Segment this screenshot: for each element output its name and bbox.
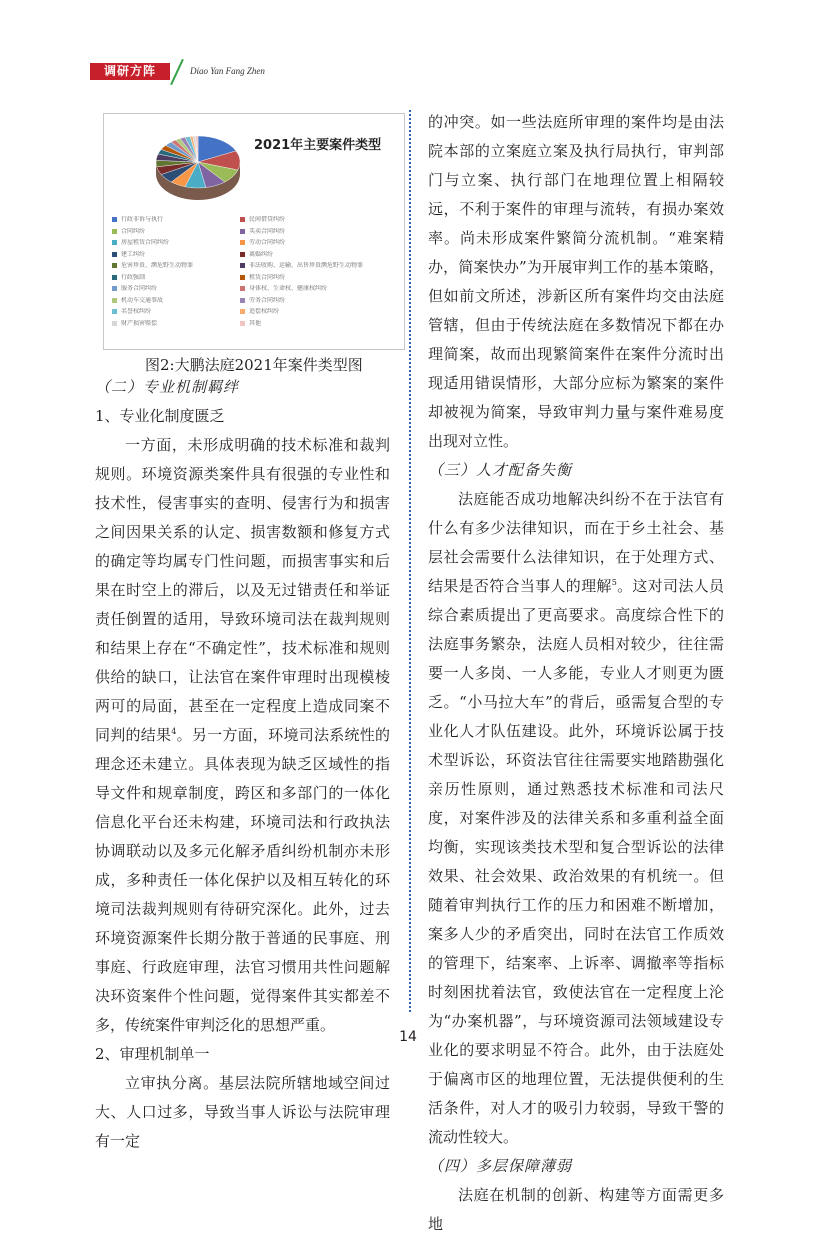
right-column [428,108,724,1239]
paragraph [95,431,390,1040]
figure-chart [103,113,405,350]
section-badge: 调研方阵 [90,63,170,80]
paragraph: 的冲突。如一些法庭所审理的案件均是由法院本部的立案庭立案及执行局执行，审判部门与立案、执行部门在地理位置上相隔较远，不利于案件的审理与流转，有损办案效率。尚未形成案件繁简分流机制。“难案精办，简案快办”为开展审判工作的基本策略，但如前文所述，涉新区所有案件均交由法庭管辖，但由于传统法庭在多数情况下都在办理简案，故而出现繁简案件在案件分流时出现适用错误情形，大部分应标为繁案的案件却被视为简案，导致审判力量与案件难易度出现对立性。 [428,113,724,450]
legend-label: 合同纠纷 [121,227,146,235]
paragraph-text: 。这对司法人员综合素质提出了更高要求。高度综合性下的法庭事务繁杂，法庭人员相对较少，往往需要一人多岗、一人多能，专业人才则更为匮乏。“小马拉大车”的背后，亟需复合型的专业化人才队伍建设。此外，环境诉讼属于技术型诉讼，环资法官往往需要实地踏勘强化亲历性原则，通过熟悉技术标准和司法尺度，对案件涉及的法律关系和多重利益全面均衡，实现该类技术型和复合型诉讼的法律效果、社会效果、政治效果的有机统一。但随着审判执行工作的压力和困难不断增加，案多人少的矛盾突出，同时在法官工作质效的管理下，结案率、上诉率、调撤率等指标时刻困扰着法官，致使法官在一定程度上沦为“办案机器”，与环境资源司法领域建设专业化的要求明显不符合。此外，由于法庭处于偏离市区的地理位置，无法提供便利的生活条件，对人才的吸引力较弱，导致干警的流动性较大。 [428,577,724,1146]
paragraph-text: 法庭能否成功地解决纠纷不在于法官有什么有多少法律知识，而在于乡土社会、基层社会需要什么法律知识，在于处理方式、结果是否符合当事人的理解 [428,490,724,595]
legend-swatch [240,263,245,268]
legend-swatch [240,321,245,326]
figure-caption: 图2:大鹏法庭2021年案件类型图 [145,356,363,374]
legend-label: 非法收购、运输、出售珍贵濒危野生动物罪 [249,262,364,269]
legend-label: 建工纠纷 [121,250,146,258]
legend-swatch [112,286,117,291]
legend-label: 身体权、生命权、健康权纠纷 [249,285,328,292]
legend-label: 劳动合同纠纷 [249,239,286,246]
figure-title: 2021年主要案件类型 [254,138,382,153]
legend-label: 房屋租赁合同纠纷 [121,239,170,246]
legend-item [240,216,378,224]
legend-label: 民间借贷纠纷 [249,216,286,223]
legend-item [112,285,250,293]
legend-swatch [112,217,117,222]
legend-swatch [112,252,117,257]
legend-swatch [112,298,117,303]
legend-label: 追偿权纠纷 [249,308,280,315]
legend-swatch [112,309,117,314]
legend-swatch [112,229,117,234]
legend-label: 买卖合同纠纷 [249,227,286,235]
column-divider [409,110,411,1012]
subsection-heading: 2、审理机制单一 [95,1045,210,1063]
paragraph-text: 一方面，未形成明确的技术标准和裁判规则。环境资源类案件具有很强的专业性和技术性，侵害事实的查明、侵害行为和损害之间因果关系的认定、损害数额和修复方式的确定等均属专门性问题，而损害事实和后果在时空上的滞后，以及无过错责任和举证责任倒置的适用，导致环境司法在裁判规则和结果上存在“不确定性”，技术标准和规则供给的缺口，让法官在案件审理时出现模棱两可的局面，甚至在一定程度上造成同案不同判的结果 [95,436,390,744]
legend-swatch [240,240,245,245]
legend-swatch [112,240,117,245]
paragraph: 立审执分离。基层法院所辖地域空间过大、人口过多，导致当事人诉讼与法院审理有一定 [95,1074,390,1150]
legend-label: 租赁合同纠纷 [249,273,286,281]
legend-label: 劳务合同纠纷 [249,296,286,304]
legend-label: 财产损害赔偿 [121,319,158,327]
legend-item [112,262,250,270]
footnote-marker: 4 [171,727,177,736]
legend-item [240,285,378,293]
legend-label: 机动车交通事故 [121,296,164,304]
legend-item [112,308,250,316]
legend-item [240,228,378,236]
legend-item [112,251,250,259]
legend-swatch [240,229,245,234]
legend-swatch [240,309,245,314]
legend-label: 行政非诉与执行 [121,216,164,223]
legend-item [112,320,250,328]
section-pinyin: Diao Yan Fang Zhen [190,66,265,76]
footnote-marker: 5 [611,578,617,587]
legend-label: 危害珍贵、濒危野生动物罪 [121,262,194,269]
legend-item [112,274,250,282]
subsection-heading: 1、专业化制度匮乏 [95,407,225,425]
legend-label: 其他 [249,319,262,327]
header-slash [170,59,184,85]
legend-item [240,239,378,247]
paragraph [428,485,724,1152]
legend-swatch [112,263,117,268]
legend-swatch [240,298,245,303]
paragraph-text: 。另一方面，环境司法系统性的理念还未建立。具体表现为缺乏区域性的指导文件和规章制度，跨区和多部门的一体化信息化平台还未构建，环境司法和行政执法协调联动以及多元化解矛盾纠纷机制亦未形成，多种责任一体化保护以及相互转化的环境司法裁判规则有待研究深化。此外，过去环境资源案件长期分散于普通的民事庭、刑事庭、行政庭审理，法官习惯用共性问题解决环资案件个性问题，觉得案件其实都差不多，传统案件审判泛化的思想严重。 [95,726,390,1034]
legend-swatch [112,321,117,326]
legend-item [240,297,378,305]
legend-label: 服务合同纠纷 [121,285,158,292]
legend-item [112,297,250,305]
legend-swatch [240,252,245,257]
legend-item [240,274,378,282]
legend-swatch [240,286,245,291]
legend-swatch [112,275,117,280]
paragraph: 法庭在机制的创新、构建等方面需更多地 [428,1186,724,1233]
legend-item [112,228,250,236]
legend-label: 名誉权纠纷 [121,308,152,315]
legend-swatch [240,275,245,280]
legend-swatch [240,217,245,222]
legend-item [240,320,378,328]
section-heading: （二）专业机制羁绊 [95,378,240,396]
legend-item [240,262,378,270]
legend-label: 行政强制 [121,273,146,281]
pie-chart-3d [136,120,266,215]
legend-item [240,251,378,259]
legend-label: 离婚纠纷 [249,250,274,258]
page-number: 14 [399,1029,417,1045]
legend-item [112,239,250,247]
section-heading: （三）人才配备失衡 [428,461,573,479]
section-heading: （四）多层保障薄弱 [428,1157,573,1175]
legend-item [240,308,378,316]
legend-item [112,216,250,224]
